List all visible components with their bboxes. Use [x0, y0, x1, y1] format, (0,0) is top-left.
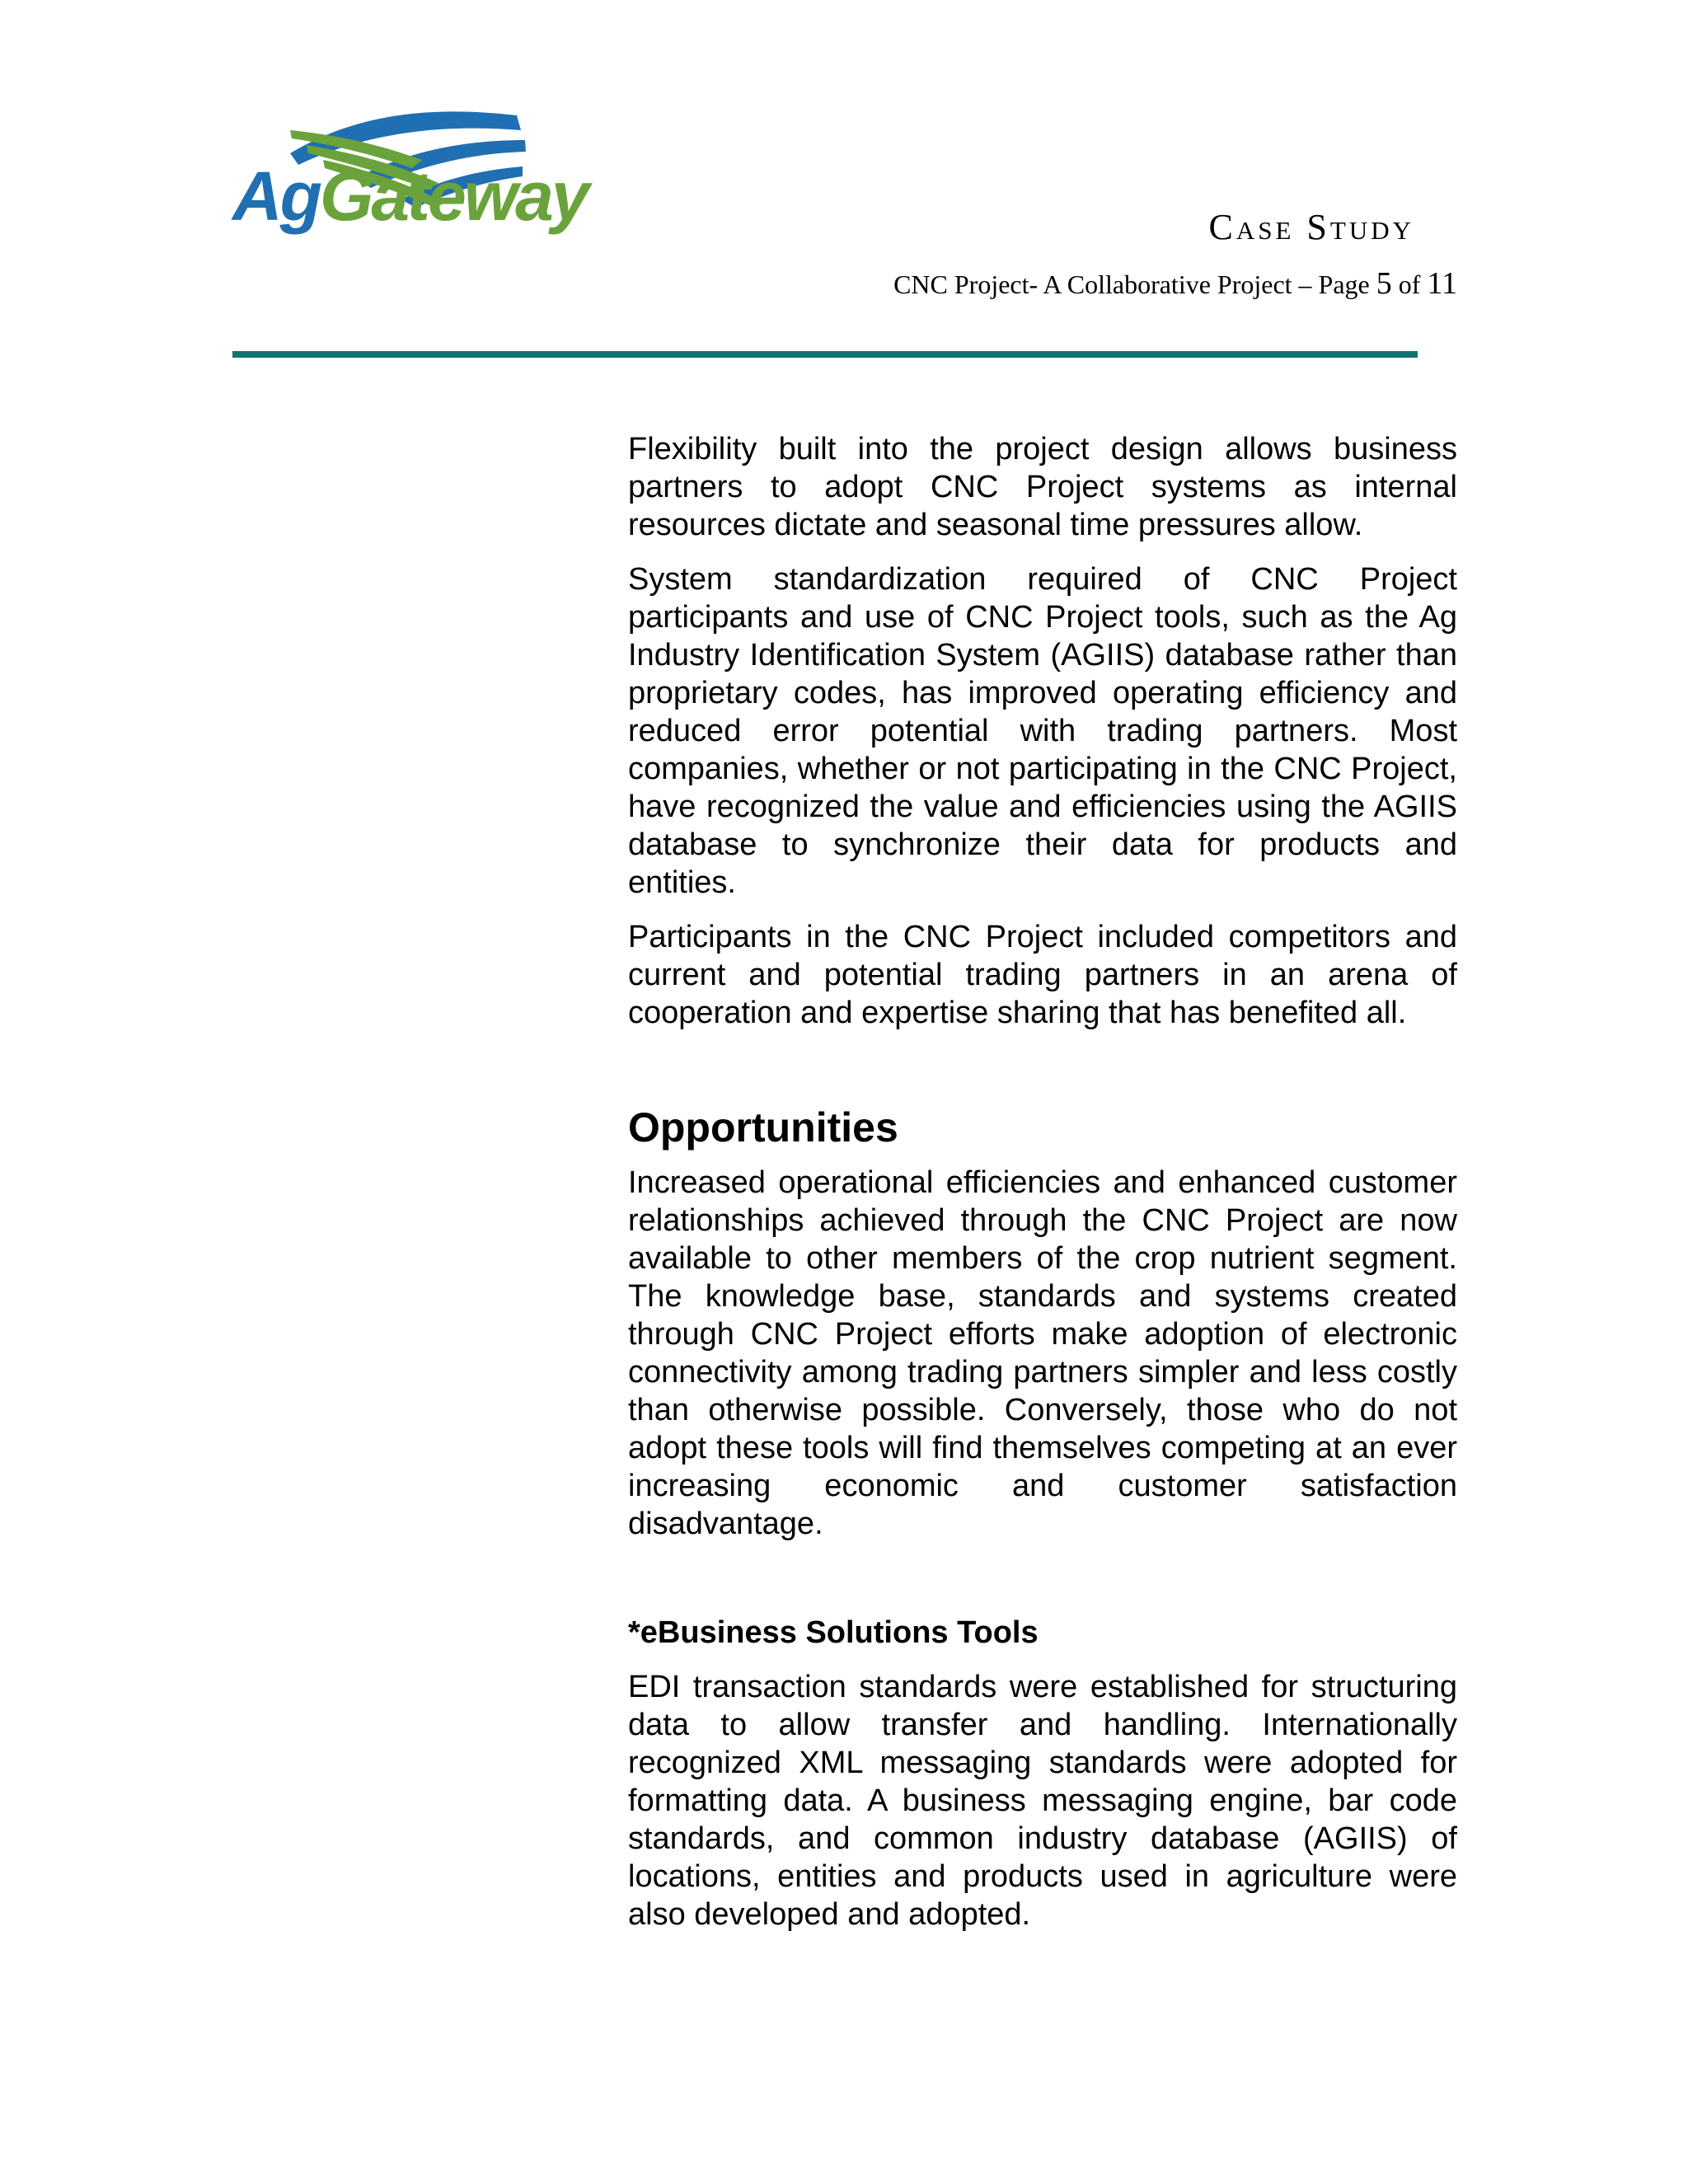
- heading-opportunities: Opportunities: [628, 1104, 898, 1151]
- logo-wordmark-gateway: Gateway: [319, 157, 588, 235]
- heading-ebusiness-tools: *eBusiness Solutions Tools: [628, 1615, 1039, 1650]
- aggateway-logo-wordmark: [232, 157, 588, 235]
- paragraph-participants: Participants in the CNC Project included competitors and current and potential trading partners in an arena of cooperation and expertise sharing that has benefited all.: [628, 920, 1457, 1030]
- paragraph-standardization: System standardization required of CNC Project participants and use of CNC Project tools, such as the Ag Industry Identification System (AGIIS) database rather than proprietary codes, has improved operating efficiency and reduced error potential with trading partners. Most companies, whether or not participating in the CNC Project, have recognized the value and efficiencies using the AGIIS database to synchronize their data for products and entities.: [628, 562, 1457, 900]
- paragraph-flexibility: Flexibility built into the project design allows business partners to adopt CNC Project systems as internal resources dictate and seasonal time pressures allow.: [628, 432, 1457, 542]
- header-rule: [232, 351, 1418, 358]
- page-of: of: [1391, 269, 1428, 299]
- paragraph-edi-standards: EDI transaction standards were established for structuring data to allow transfer and handling. Internationally recognized XML messaging standards were adopted for formatting data. A business messaging engine, bar code standards, and common industry database (AGIIS) of locations, entities and products used in agriculture were also developed and adopted.: [628, 1670, 1457, 1932]
- paragraph-opportunities: Increased operational efficiencies and enhanced customer relationships achieved through the CNC Project are now available to other members of the crop nutrient segment. The knowledge base, standards and systems created through CNC Project efforts make adoption of electronic connectivity among trading partners simpler and less costly than otherwise possible. Conversely, those who do not adopt these tools will find themselves competing at an ever increasing economic and customer satisfaction disadvantage.: [628, 1165, 1457, 1541]
- page-header-prefix: CNC Project- A Collaborative Project – Page: [893, 269, 1376, 299]
- page-total: 11: [1427, 266, 1457, 301]
- main-content: [628, 430, 1457, 1950]
- page-header-line: [893, 265, 1457, 302]
- page-number: 5: [1376, 266, 1392, 301]
- case-study-label: Case Study: [1208, 207, 1414, 247]
- logo-wordmark-ag: Ag: [232, 157, 320, 235]
